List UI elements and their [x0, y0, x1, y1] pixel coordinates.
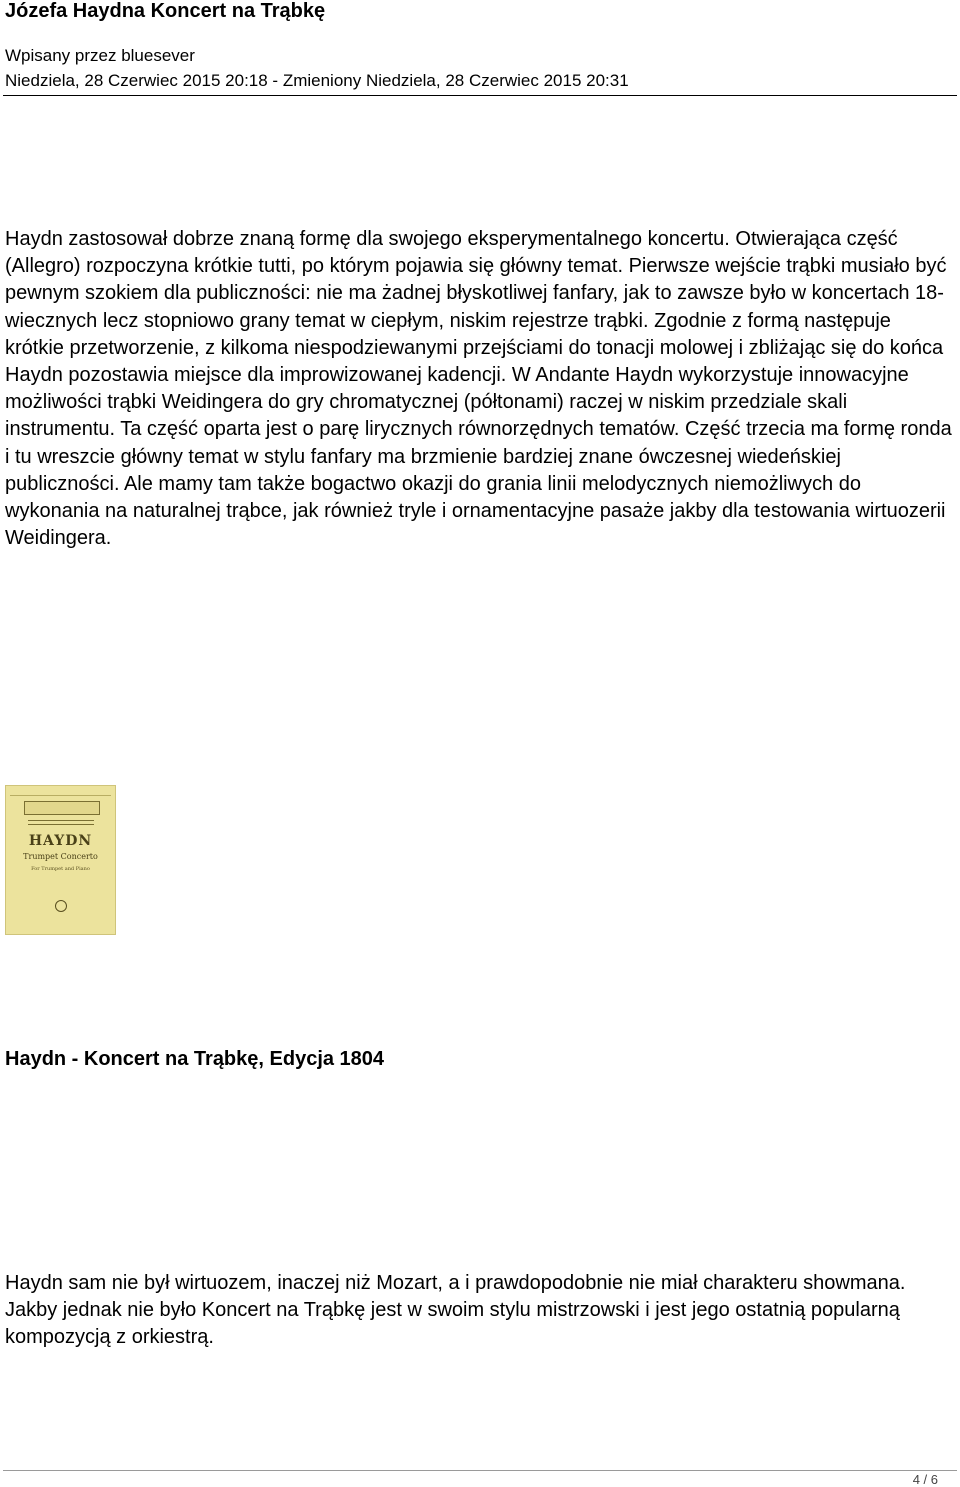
section-subheading: Haydn - Koncert na Trąbkę, Edycja 1804 — [5, 1048, 385, 1070]
score-cover-image — [5, 785, 116, 935]
cover-top-band — [10, 789, 111, 796]
publisher-emblem-icon — [55, 900, 67, 912]
cover-instrumentation: For Trumpet and Piano — [31, 866, 90, 872]
article-author: Wpisany przez bluesever — [5, 46, 195, 65]
cover-work-title: Trumpet Concerto — [23, 852, 98, 861]
cover-rule — [28, 824, 94, 825]
article-title: Józefa Haydna Koncert na Trąbkę — [5, 0, 326, 22]
cover-rule — [28, 820, 94, 821]
article-dates: Niedziela, 28 Czerwiec 2015 20:18 - Zmieniony Niedziela, 28 Czerwiec 2015 20:31 — [5, 71, 629, 90]
page-number: 4 / 6 — [912, 1472, 938, 1487]
cover-composer: HAYDN — [28, 833, 93, 849]
header-divider — [3, 95, 957, 96]
footer-divider — [3, 1470, 957, 1471]
body-paragraph-1: Haydn zastosował dobrze znaną formę dla swojego eksperymentalnego koncertu. Otwierająca część (Allegro) rozpoczyna krótkie tutti, po którym pojawia się główny temat. Pierwsze wejście trąbki musiało być pewnym szokiem dla publiczności: nie ma żadnej błyskotliwej fanfary, jak to zawsze było w koncertach 18-wiecznych lecz stopniowo grany temat w ciepłym, niskim rejestrze trąbki. Zgodnie z formą następuje krótkie przetworzenie, z kilkoma niespodziewanymi przejściami do tonacji molowej i zbliżając się do końca Haydn pozostawia miejsce dla improwizowanej kadencji. W Andante Haydn wykorzystuje innowacyjne możliwości trąbki Weidingera do gry chromatycznej (półtonami) raczej w niskim przedziale skali instrumentu. Ta część oparta jest o parę lirycznych równorzędnych tematów. Część trzecia ma formę ronda i tu wreszcie główny temat w stylu fanfary ma brzmienie bardziej znane ówczesnej wiedeńskiej publiczności. Ale mamy tam także bogactwo okazji do grania linii melodycznych niemożliwych do wykonania na naturalnej trąbce, jak również tryle i ornamentacyjne pasaże jakby dla testowania wirtuozerii Weidingera. — [5, 228, 952, 550]
body-paragraph-2: Haydn sam nie był wirtuozem, inaczej niż Mozart, a i prawdopodobnie nie miał charakteru showmana. Jakby jednak nie było Koncert na Trąbkę jest w swoim stylu mistrzowski i jest jego ostatnią popularną kompozycją z orkiestrą. — [5, 1272, 906, 1349]
cover-library-banner — [24, 801, 100, 815]
